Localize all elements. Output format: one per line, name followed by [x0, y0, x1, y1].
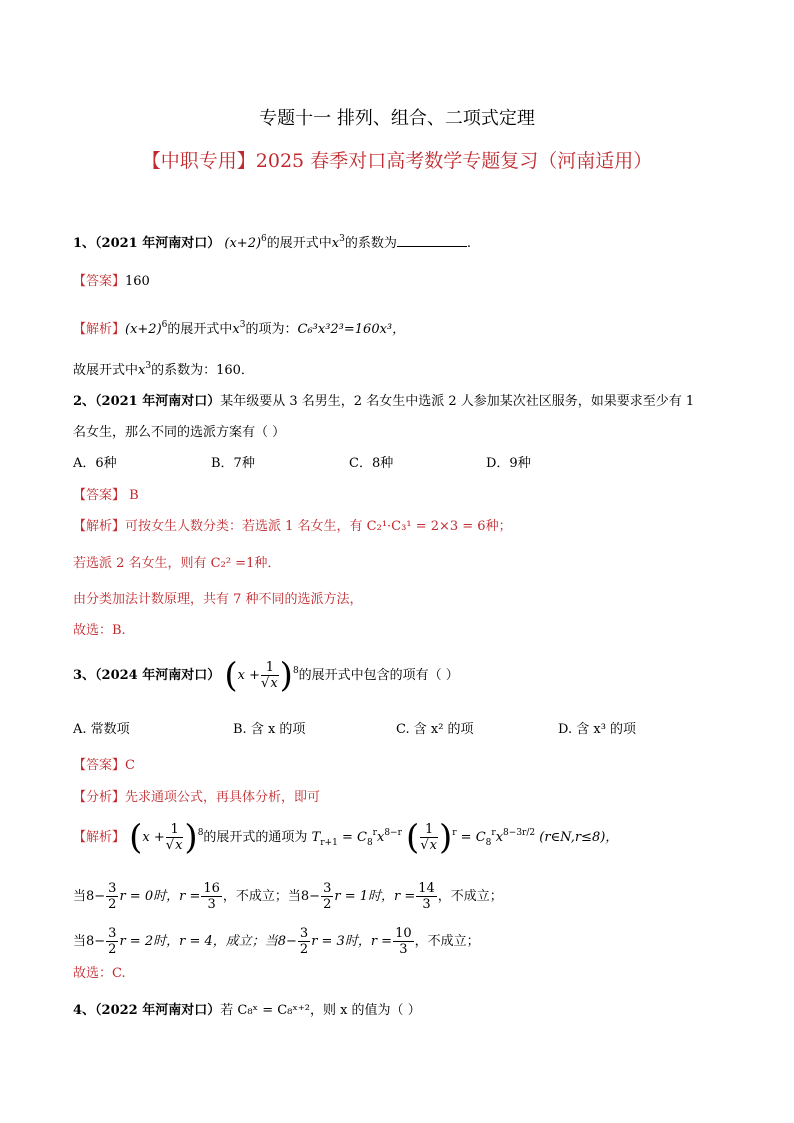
q2-option-b: B．7种	[211, 456, 255, 471]
q1-conclusion	[73, 357, 254, 380]
q1-answer	[73, 273, 150, 291]
q1-stem-text-2: 的系数为	[344, 236, 397, 251]
q3-exponent: 8	[292, 666, 299, 676]
q3-conclusion: 故选：C.	[73, 966, 126, 981]
question-2	[73, 393, 694, 411]
q1-conclusion-variable-exp: 3	[145, 361, 152, 371]
q3-answer-tag: 【答案】	[73, 758, 126, 773]
q1-stem-text: 的展开式中	[266, 236, 332, 251]
q3-method-text: 先求通项公式，再具体分析，即可	[125, 790, 321, 805]
q3-analysis-text: 的展开式的通项为	[203, 830, 308, 845]
q1-answer-blank	[397, 234, 467, 247]
q1-analysis-variable-exp: 3	[239, 320, 246, 330]
q2-stem-line2: 名女生，那么不同的选派方案有（ ）	[73, 425, 286, 440]
q3-option-d: D. 含 x³ 的项	[558, 722, 637, 737]
q3-case2-a: 当8−	[73, 934, 106, 949]
q1-variable: x	[331, 236, 340, 251]
q3-case-line1: 当8− $\frac{3}{2}$ r = 0时，r = $\frac{16}{3}$ ，不成立；当8− $\frac{3}{2}$ r = 1时，r = $\frac{14}{3}$ ，不成立；	[73, 881, 503, 912]
q4-number: 4、	[73, 1003, 96, 1018]
q1-answer-tag: 【答案】	[73, 274, 126, 289]
q1-conclusion-text-2: 的系数为：160．	[151, 363, 254, 378]
q2-source: （2021 年河南对口）	[95, 394, 221, 409]
q3-source: （2024 年河南对口）	[95, 668, 221, 683]
q4-stem: 若 C₈ˣ = C₈ˣ⁺²，则 x 的值为（ ）	[220, 1003, 421, 1018]
q1-analysis-text: 的展开式中	[167, 322, 233, 337]
q3-case2-b: r = 2时，r = 4，成立；当8−	[119, 934, 297, 949]
q3-case2-d: ，不成立；	[414, 934, 480, 949]
q3-case-line2: 当8− $\frac{3}{2}$ r = 2时，r = 4，成立；当8− $\frac{3}{2}$ r = 3时，r = $\frac{10}{3}$ ，不成立；	[73, 926, 480, 957]
q3-general-term: $T_{r+1} = C_8^rx^{8-r}$	[311, 828, 402, 848]
q3-expr-x: x +	[237, 668, 261, 683]
q3-case1-b: r = 0时，r =	[119, 889, 201, 904]
page-subtitle: 【中职专用】2025 春季对口高考数学专题复习（河南适用）	[141, 150, 653, 172]
q3-analysis-exponent: 8	[197, 828, 204, 838]
q1-analysis-tag: 【解析】	[73, 322, 126, 337]
question-3	[73, 655, 459, 696]
q1-analysis-formula: C₆³x³2³=160x³，	[297, 322, 406, 337]
q2-analysis-line3: 由分类加法计数原理，共有 7 种不同的选派方法，	[73, 592, 363, 607]
q3-stem-text: 的展开式中包含的项有（ ）	[298, 668, 459, 683]
q3-option-a: A. 常数项	[73, 722, 130, 737]
q1-analysis-exponent: 6	[161, 320, 168, 330]
q2-option-a: A．6种	[73, 456, 117, 471]
q2-option-d: D．9种	[486, 456, 531, 471]
q2-answer-value: B	[129, 488, 139, 503]
q3-option-c: C. 含 x² 的项	[396, 722, 474, 737]
q1-analysis-expression: (x+2)	[125, 322, 162, 337]
q1-expression: (x+2)	[224, 236, 262, 251]
page-title: 专题十一 排列、组合、二项式定理	[259, 108, 535, 129]
q2-stem-line1: 某年级要从 3 名男生，2 名女生中选派 2 人参加某次社区服务，如果要求至少有 1	[220, 394, 695, 409]
q2-analysis-tag: 【解析】	[73, 519, 126, 534]
q3-analysis: 【解析】 (x + $\frac{1}{√x}$ )$^8$的展开式的通项为 $T_{r+1} = C_8^rx^{8-r}$ ( $\frac{1}{√x}$ )$^r = C_8^rx^{8-3r/2}$ (r∈N,r≤8)，	[73, 817, 619, 858]
q3-case1-d: r = 1时，r =	[334, 889, 416, 904]
q2-analysis-line2: 若选派 2 名女生，则有 C₂² =1种．	[73, 556, 281, 571]
question-4	[73, 1002, 421, 1020]
q3-analysis-tag: 【解析】	[73, 830, 126, 845]
q3-option-b: B. 含 x 的项	[233, 722, 306, 737]
q1-stem-end: .	[466, 236, 472, 251]
q3-right-paren: )	[279, 655, 293, 696]
q3-left-paren: (	[224, 655, 238, 696]
q2-analysis-line1: 可按女生人数分类：若选派 1 名女生，有 C₂¹·C₃¹ = 2×3 = 6种；	[125, 519, 512, 534]
question-1	[73, 230, 471, 253]
q1-analysis-variable: x	[232, 322, 240, 337]
q3-fraction: $\frac{1}{√x}$	[261, 660, 278, 691]
q3-case2-c: r = 3时，r =	[311, 934, 393, 949]
q2-analysis	[73, 518, 512, 536]
q3-method	[73, 789, 320, 807]
q3-case1-e: ，不成立；	[437, 889, 503, 904]
q1-exponent: 6	[261, 234, 267, 244]
q1-answer-value: 160	[125, 274, 150, 289]
q3-analysis-condition: (r∈N,r≤8)，	[539, 830, 619, 845]
q3-case1-c: ，不成立；当8−	[222, 889, 321, 904]
q1-number: 1、	[73, 236, 96, 251]
q2-answer	[73, 487, 139, 505]
q3-number: 3、	[73, 668, 96, 683]
q3-analysis-fraction: $\frac{1}{√x}$	[165, 822, 183, 853]
q1-analysis-text-2: 的项为：	[245, 322, 298, 337]
q2-answer-tag: 【答案】	[73, 488, 126, 503]
q1-source: （2021 年河南对口）	[95, 236, 221, 251]
q1-conclusion-variable: x	[138, 363, 146, 378]
q3-answer-value: C	[125, 758, 135, 773]
q2-conclusion: 故选：B.	[73, 623, 126, 638]
q2-number: 2、	[73, 394, 96, 409]
q3-case1-a: 当8−	[73, 889, 106, 904]
q1-conclusion-text: 故展开式中	[73, 363, 139, 378]
q3-method-tag: 【分析】	[73, 790, 126, 805]
q1-variable-exponent: 3	[339, 234, 345, 244]
q1-analysis	[73, 316, 405, 339]
q3-answer	[73, 757, 135, 775]
q2-option-c: C．8种	[349, 456, 394, 471]
q4-source: （2022 年河南对口）	[95, 1003, 221, 1018]
